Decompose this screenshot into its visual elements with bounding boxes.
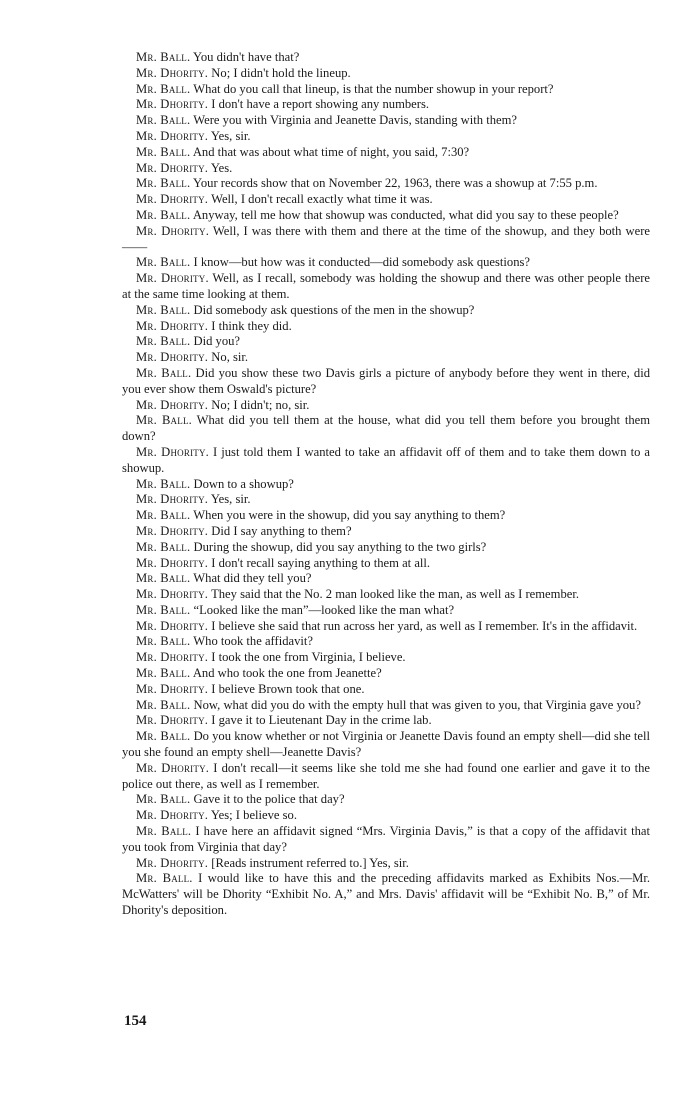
transcript-paragraph	[122, 477, 650, 493]
transcript-paragraph	[122, 713, 650, 729]
speaker-name: Mr. Dhority.	[136, 223, 210, 238]
spoken-text: I don't recall—it seems like she told me she had found one earlier and gave it to the police out there, as well as I remember.	[122, 760, 650, 791]
speaker-name: Mr. Ball.	[136, 81, 191, 96]
spoken-text: I don't recall saying anything to them at all.	[211, 555, 431, 570]
transcript-paragraph	[122, 176, 650, 192]
speaker-name: Mr. Dhority.	[136, 618, 209, 633]
transcript-paragraph	[122, 161, 650, 177]
transcript-paragraph	[122, 808, 650, 824]
spoken-text: No; I didn't hold the lineup.	[211, 65, 351, 80]
speaker-name: Mr. Ball.	[136, 365, 192, 380]
speaker-name: Mr. Ball.	[136, 729, 191, 744]
speaker-name: Mr. Ball.	[136, 871, 193, 886]
spoken-text: I just told them I wanted to take an affidavit off of them and to take them down to a showup.	[122, 444, 650, 475]
transcript-paragraph	[122, 634, 650, 650]
transcript-paragraph	[122, 366, 650, 398]
spoken-text: Yes, sir.	[210, 492, 251, 507]
speaker-name: Mr. Dhority.	[136, 808, 209, 823]
spoken-text: Anyway, tell me how that showup was conducted, what did you say to these people?	[192, 207, 619, 222]
speaker-name: Mr. Ball.	[136, 666, 191, 681]
transcript-paragraph	[122, 224, 650, 256]
spoken-text: Were you with Virginia and Jeanette Davis, standing with them?	[193, 113, 517, 128]
speaker-name: Mr. Dhority.	[136, 650, 209, 665]
spoken-text: I took the one from Virginia, I believe.	[211, 650, 406, 665]
speaker-name: Mr. Dhority.	[136, 350, 209, 365]
spoken-text: I gave it to Lieutenant Day in the crime lab.	[211, 713, 432, 728]
speaker-name: Mr. Dhority.	[136, 271, 209, 286]
speaker-name: Mr. Dhority.	[136, 855, 209, 870]
speaker-name: Mr. Dhority.	[136, 681, 209, 696]
speaker-name: Mr. Ball.	[136, 255, 191, 270]
transcript-paragraph	[122, 445, 650, 477]
transcript-paragraph	[122, 556, 650, 572]
spoken-text: No, sir.	[211, 350, 249, 365]
transcript-paragraph	[122, 508, 650, 524]
spoken-text: What did you tell them at the house, what did you tell them before you brought them down?	[122, 413, 651, 444]
spoken-text: Down to a showup?	[193, 476, 294, 491]
speaker-name: Mr. Dhority.	[136, 760, 210, 775]
speaker-name: Mr. Ball.	[136, 50, 191, 64]
spoken-text: I believe Brown took that one.	[211, 681, 365, 696]
transcript-paragraph	[122, 603, 650, 619]
speaker-name: Mr. Ball.	[136, 697, 191, 712]
transcript-paragraph	[122, 129, 650, 145]
speaker-name: Mr. Ball.	[136, 144, 191, 159]
speaker-name: Mr. Dhority.	[136, 492, 209, 507]
transcript-paragraph	[122, 208, 650, 224]
speaker-name: Mr. Dhority.	[136, 160, 209, 175]
speaker-name: Mr. Dhority.	[136, 192, 209, 207]
transcript-paragraph	[122, 871, 650, 918]
speaker-name: Mr. Ball.	[136, 508, 191, 523]
speaker-name: Mr. Dhority.	[136, 128, 209, 143]
spoken-text: I don't have a report showing any numbers.	[211, 97, 430, 112]
speaker-name: Mr. Ball.	[136, 413, 192, 428]
spoken-text: And that was about what time of night, you said, 7:30?	[192, 144, 470, 159]
spoken-text: And who took the one from Jeanette?	[192, 666, 382, 681]
transcript-paragraph	[122, 666, 650, 682]
spoken-text: Well, I was there with them and there at the time of the showup, and they both were——	[122, 223, 650, 254]
spoken-text: Did I say anything to them?	[211, 523, 352, 538]
speaker-name: Mr. Dhority.	[136, 318, 209, 333]
spoken-text: Did you?	[193, 334, 241, 349]
transcript-paragraph	[122, 271, 650, 303]
spoken-text: Do you know whether or not Virginia or Jeanette Davis found an empty shell—did she tell you she found an empty shell—Jeanette Davis?	[122, 729, 650, 760]
transcript-paragraph	[122, 729, 650, 761]
spoken-text: [Reads instrument referred to.] Yes, sir.	[211, 855, 409, 870]
speaker-name: Mr. Dhority.	[136, 523, 209, 538]
transcript-paragraph	[122, 492, 650, 508]
spoken-text: Now, what did you do with the empty hull that was given to you, that Virginia gave you?	[193, 697, 641, 712]
speaker-name: Mr. Ball.	[136, 334, 191, 349]
speaker-name: Mr. Ball.	[136, 792, 191, 807]
transcript-paragraph	[122, 97, 650, 113]
transcript-paragraph	[122, 255, 650, 271]
speaker-name: Mr. Ball.	[136, 602, 191, 617]
speaker-name: Mr. Ball.	[136, 634, 191, 649]
speaker-name: Mr. Dhority.	[136, 555, 209, 570]
spoken-text: What do you call that lineup, is that the number showup in your report?	[193, 81, 554, 96]
spoken-text: Yes; I believe so.	[210, 808, 297, 823]
transcript-body	[122, 50, 650, 919]
speaker-name: Mr. Dhority.	[136, 713, 209, 728]
transcript-paragraph	[122, 398, 650, 414]
spoken-text: They said that the No. 2 man looked like the man, as well as I remember.	[211, 587, 579, 602]
transcript-paragraph	[122, 50, 650, 66]
transcript-paragraph	[122, 82, 650, 98]
transcript-paragraph	[122, 856, 650, 872]
speaker-name: Mr. Ball.	[136, 207, 191, 222]
spoken-text: Well, as I recall, somebody was holding the showup and there was other people there at the same time looking at them.	[122, 271, 650, 301]
transcript-paragraph	[122, 540, 650, 556]
spoken-text: Did you show these two Davis girls a picture of anybody before they went in there, did you ever show them Oswald's picture?	[122, 365, 650, 396]
speaker-name: Mr. Ball.	[136, 824, 192, 839]
spoken-text: No; I didn't; no, sir.	[211, 397, 310, 412]
spoken-text: Did somebody ask questions of the men in the showup?	[193, 302, 475, 317]
spoken-text: I know—but how was it conducted—did somebody ask questions?	[193, 255, 530, 270]
speaker-name: Mr. Dhority.	[136, 397, 209, 412]
spoken-text: Gave it to the police that day?	[193, 792, 345, 807]
transcript-paragraph	[122, 192, 650, 208]
speaker-name: Mr. Ball.	[136, 539, 191, 554]
speaker-name: Mr. Ball.	[136, 113, 191, 128]
speaker-name: Mr. Dhority.	[136, 587, 209, 602]
transcript-paragraph	[122, 761, 650, 793]
transcript-paragraph	[122, 698, 650, 714]
spoken-text: I believe she said that run across her yard, as well as I remember. It's in the affidavit.	[211, 618, 638, 633]
speaker-name: Mr. Ball.	[136, 476, 191, 491]
spoken-text: When you were in the showup, did you say anything to them?	[193, 508, 506, 523]
spoken-text: Yes, sir.	[210, 128, 251, 143]
spoken-text: “Looked like the man”—looked like the man what?	[193, 602, 455, 617]
spoken-text: I would like to have this and the preceding affidavits marked as Exhibits Nos.—Mr. McWatters' will be Dhority “Exhibit No. A,” and Mrs. Davis' affidavit will be “Exhibit No. B,” of Mr. Dhority's deposition.	[122, 871, 651, 918]
spoken-text: You didn't have that?	[193, 50, 300, 64]
transcript-paragraph	[122, 334, 650, 350]
speaker-name: Mr. Ball.	[136, 302, 191, 317]
transcript-paragraph	[122, 650, 650, 666]
spoken-text: During the showup, did you say anything to the two girls?	[193, 539, 487, 554]
speaker-name: Mr. Dhority.	[136, 444, 210, 459]
spoken-text: Your records show that on November 22, 1963, there was a showup at 7:55 p.m.	[193, 176, 598, 191]
transcript-paragraph	[122, 145, 650, 161]
spoken-text: Who took the affidavit?	[193, 634, 313, 649]
transcript-paragraph	[122, 682, 650, 698]
transcript-paragraph	[122, 413, 650, 445]
transcript-paragraph	[122, 587, 650, 603]
transcript-paragraph	[122, 303, 650, 319]
transcript-paragraph	[122, 824, 650, 856]
spoken-text: What did they tell you?	[193, 571, 312, 586]
speaker-name: Mr. Ball.	[136, 176, 191, 191]
spoken-text: I think they did.	[211, 318, 292, 333]
speaker-name: Mr. Dhority.	[136, 65, 209, 80]
spoken-text: I have here an affidavit signed “Mrs. Virginia Davis,” is that a copy of the affidavit that you took from Virginia that day?	[122, 824, 650, 854]
page-number: 154	[124, 1013, 147, 1029]
transcript-paragraph	[122, 319, 650, 335]
spoken-text: Well, I don't recall exactly what time it was.	[211, 192, 433, 207]
transcript-paragraph	[122, 66, 650, 82]
transcript-paragraph	[122, 571, 650, 587]
speaker-name: Mr. Ball.	[136, 571, 191, 586]
transcript-paragraph	[122, 350, 650, 366]
transcript-paragraph	[122, 619, 650, 635]
transcript-paragraph	[122, 792, 650, 808]
spoken-text: Yes.	[210, 160, 233, 175]
transcript-paragraph	[122, 524, 650, 540]
transcript-paragraph	[122, 113, 650, 129]
speaker-name: Mr. Dhority.	[136, 97, 209, 112]
